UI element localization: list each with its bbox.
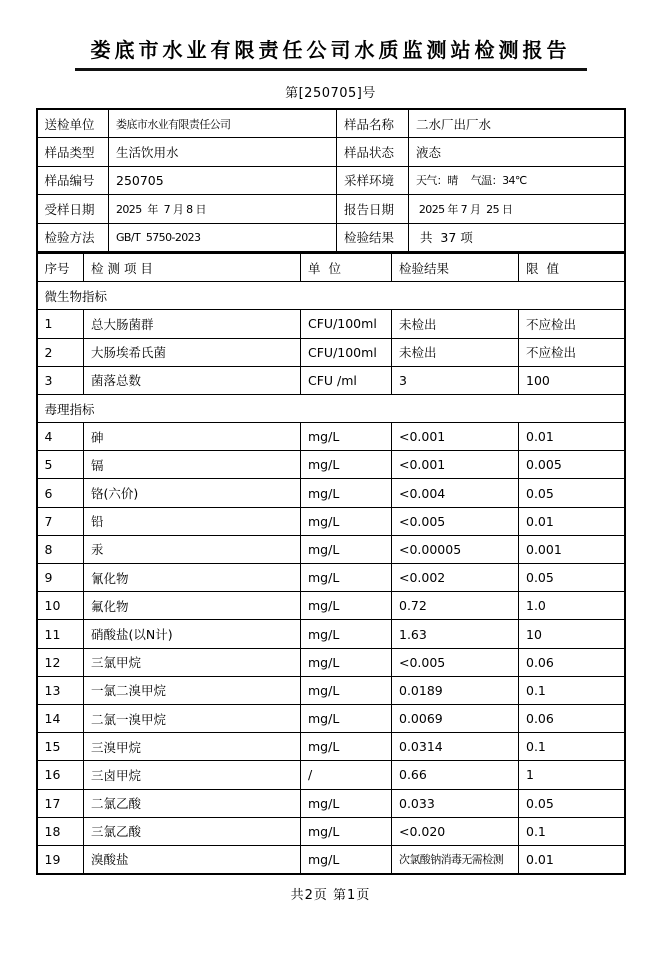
table-row <box>37 704 625 732</box>
row-item: 三溴甲烷 <box>84 733 301 761</box>
row-limit: 0.01 <box>519 423 625 451</box>
row-limit: 0.01 <box>519 507 625 535</box>
section-row <box>37 282 625 310</box>
row-no: 2 <box>37 338 84 366</box>
info-value: 天气：晴 气温：34℃ <box>409 166 625 195</box>
row-item: 溴酸盐 <box>84 845 301 873</box>
row-item: 汞 <box>84 535 301 563</box>
info-value: 2025 年 7 月 25 日 <box>409 195 625 224</box>
row-result: 1.63 <box>392 620 519 648</box>
section-label: 毒理指标 <box>37 394 625 422</box>
info-row <box>37 195 625 224</box>
row-item: 大肠埃希氏菌 <box>84 338 301 366</box>
row-limit: 0.001 <box>519 535 625 563</box>
row-limit: 0.1 <box>519 733 625 761</box>
info-row <box>37 138 625 167</box>
row-no: 3 <box>37 366 84 394</box>
table-row <box>37 507 625 535</box>
row-limit: 不应检出 <box>519 310 625 338</box>
row-item: 氰化物 <box>84 564 301 592</box>
row-item: 三卤甲烷 <box>84 761 301 789</box>
row-unit: mg/L <box>301 592 392 620</box>
table-row <box>37 648 625 676</box>
results-header-row <box>37 253 625 281</box>
row-unit: / <box>301 761 392 789</box>
row-no: 5 <box>37 451 84 479</box>
info-label: 送检单位 <box>37 109 109 138</box>
row-item: 二氯一溴甲烷 <box>84 704 301 732</box>
row-unit: mg/L <box>301 479 392 507</box>
info-label: 样品编号 <box>37 166 109 195</box>
page-footer: 共2页 第1页 <box>290 887 371 903</box>
table-row <box>37 451 625 479</box>
row-no: 4 <box>37 423 84 451</box>
info-label: 受样日期 <box>37 195 109 224</box>
row-result: <0.001 <box>392 451 519 479</box>
info-label: 报告日期 <box>337 195 409 224</box>
header-item: 检 测 项 目 <box>84 253 301 281</box>
row-no: 13 <box>37 676 84 704</box>
info-value: 液态 <box>409 138 625 167</box>
info-label: 样品名称 <box>337 109 409 138</box>
row-unit: CFU/100ml <box>301 338 392 366</box>
row-no: 1 <box>37 310 84 338</box>
info-label: 检验方法 <box>37 223 109 252</box>
report-page <box>0 34 661 956</box>
table-row <box>37 676 625 704</box>
row-result: 次氯酸钠消毒无需检测 <box>392 845 519 873</box>
row-unit: mg/L <box>301 451 392 479</box>
row-unit: mg/L <box>301 845 392 873</box>
table-row <box>37 310 625 338</box>
test-results-table <box>36 253 626 875</box>
row-no: 11 <box>37 620 84 648</box>
results-table-body <box>37 253 625 873</box>
info-value: 共 37 项 <box>409 223 625 252</box>
row-item: 铬(六价) <box>84 479 301 507</box>
row-result: <0.00005 <box>392 535 519 563</box>
table-row <box>37 564 625 592</box>
row-limit: 10 <box>519 620 625 648</box>
row-unit: mg/L <box>301 620 392 648</box>
report-number: 第[250705]号 <box>285 86 376 101</box>
row-unit: mg/L <box>301 648 392 676</box>
row-item: 三氯甲烷 <box>84 648 301 676</box>
row-item: 三氯乙酸 <box>84 817 301 845</box>
row-limit: 1 <box>519 761 625 789</box>
row-result: 0.033 <box>392 789 519 817</box>
row-unit: mg/L <box>301 423 392 451</box>
row-no: 15 <box>37 733 84 761</box>
row-unit: CFU/100ml <box>301 310 392 338</box>
row-item: 一氯二溴甲烷 <box>84 676 301 704</box>
header-limit: 限 值 <box>519 253 625 281</box>
row-result: 未检出 <box>392 338 519 366</box>
table-row <box>37 479 625 507</box>
info-value: 生活饮用水 <box>109 138 337 167</box>
row-item: 镉 <box>84 451 301 479</box>
row-no: 14 <box>37 704 84 732</box>
row-limit: 0.06 <box>519 648 625 676</box>
row-limit: 0.05 <box>519 479 625 507</box>
table-row <box>37 366 625 394</box>
section-label: 微生物指标 <box>37 282 625 310</box>
info-table-body <box>37 109 625 252</box>
row-result: 0.0069 <box>392 704 519 732</box>
table-row <box>37 817 625 845</box>
row-no: 16 <box>37 761 84 789</box>
row-no: 7 <box>37 507 84 535</box>
row-no: 18 <box>37 817 84 845</box>
header-no: 序号 <box>37 253 84 281</box>
row-item: 砷 <box>84 423 301 451</box>
page-title: 娄底市水业有限责任公司水质监测站检测报告 <box>75 34 587 71</box>
row-limit: 0.1 <box>519 676 625 704</box>
table-row <box>37 423 625 451</box>
row-item: 菌落总数 <box>84 366 301 394</box>
row-unit: mg/L <box>301 535 392 563</box>
table-row <box>37 535 625 563</box>
row-unit: mg/L <box>301 789 392 817</box>
row-no: 12 <box>37 648 84 676</box>
row-no: 9 <box>37 564 84 592</box>
row-result: 0.72 <box>392 592 519 620</box>
row-limit: 0.06 <box>519 704 625 732</box>
row-limit: 1.0 <box>519 592 625 620</box>
row-unit: mg/L <box>301 564 392 592</box>
row-result: <0.020 <box>392 817 519 845</box>
row-limit: 100 <box>519 366 625 394</box>
row-unit: mg/L <box>301 507 392 535</box>
info-label: 样品状态 <box>337 138 409 167</box>
row-unit: mg/L <box>301 733 392 761</box>
row-result: 0.66 <box>392 761 519 789</box>
section-row <box>37 394 625 422</box>
table-row <box>37 789 625 817</box>
info-value: 2025 年 7 月 8 日 <box>109 195 337 224</box>
row-result: 未检出 <box>392 310 519 338</box>
title-wrap <box>0 34 661 71</box>
info-row <box>37 223 625 252</box>
table-row <box>37 845 625 873</box>
table-row <box>37 761 625 789</box>
row-result: 0.0314 <box>392 733 519 761</box>
row-unit: mg/L <box>301 704 392 732</box>
row-result: <0.002 <box>392 564 519 592</box>
row-limit: 不应检出 <box>519 338 625 366</box>
row-limit: 0.05 <box>519 789 625 817</box>
row-item: 氟化物 <box>84 592 301 620</box>
row-no: 8 <box>37 535 84 563</box>
row-item: 硝酸盐(以N计) <box>84 620 301 648</box>
row-unit: mg/L <box>301 676 392 704</box>
info-value: 二水厂出厂水 <box>409 109 625 138</box>
info-value: 250705 <box>109 166 337 195</box>
row-item: 总大肠菌群 <box>84 310 301 338</box>
table-row <box>37 338 625 366</box>
table-row <box>37 592 625 620</box>
table-row <box>37 620 625 648</box>
row-no: 19 <box>37 845 84 873</box>
sample-info-table <box>36 108 626 253</box>
header-result: 检验结果 <box>392 253 519 281</box>
row-item: 二氯乙酸 <box>84 789 301 817</box>
row-limit: 0.05 <box>519 564 625 592</box>
header-unit: 单 位 <box>301 253 392 281</box>
row-result: <0.004 <box>392 479 519 507</box>
info-value: 娄底市水业有限责任公司 <box>109 109 337 138</box>
row-result: 3 <box>392 366 519 394</box>
row-unit: mg/L <box>301 817 392 845</box>
info-label: 采样环境 <box>337 166 409 195</box>
info-value: GB/T 5750-2023 <box>109 223 337 252</box>
table-row <box>37 733 625 761</box>
row-no: 10 <box>37 592 84 620</box>
row-result: 0.0189 <box>392 676 519 704</box>
row-limit: 0.1 <box>519 817 625 845</box>
row-item: 铅 <box>84 507 301 535</box>
row-result: <0.005 <box>392 507 519 535</box>
info-row <box>37 166 625 195</box>
info-label: 检验结果 <box>337 223 409 252</box>
row-limit: 0.01 <box>519 845 625 873</box>
row-unit: CFU /ml <box>301 366 392 394</box>
row-no: 17 <box>37 789 84 817</box>
row-result: <0.001 <box>392 423 519 451</box>
row-no: 6 <box>37 479 84 507</box>
row-result: <0.005 <box>392 648 519 676</box>
row-limit: 0.005 <box>519 451 625 479</box>
info-label: 样品类型 <box>37 138 109 167</box>
info-row <box>37 109 625 138</box>
